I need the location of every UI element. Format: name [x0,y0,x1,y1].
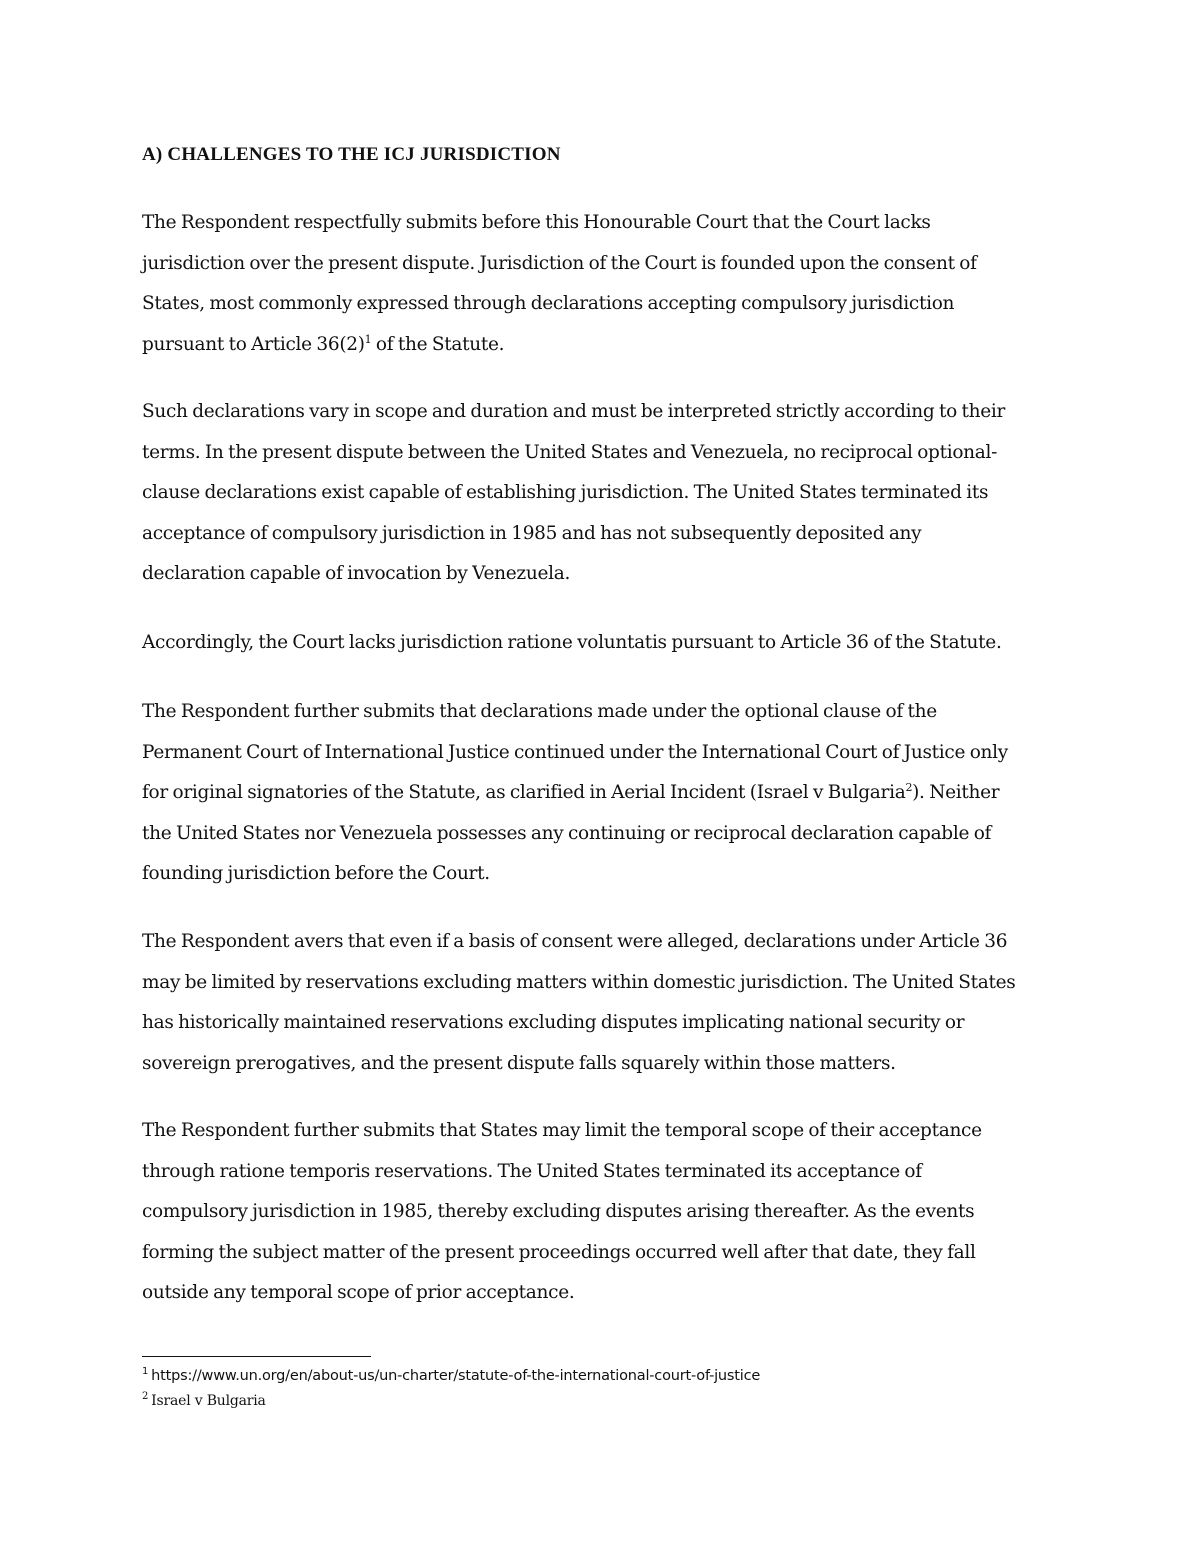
paragraph-5-line-3: has historically maintained reservations excluding disputes implicating national security or [142,1012,965,1033]
section-heading: A) CHALLENGES TO THE ICJ JURISDICTION [142,144,561,165]
statute-text: of the Statute. [371,333,505,355]
paragraph-4-line-4: the United States nor Venezuela possesses any continuing or reciprocal declaration capable of [142,822,992,844]
article-reference-text: pursuant to Article 36(2) [142,333,365,355]
paragraph-5-line-2: may be limited by reservations excluding matters within domestic jurisdiction. The United States [142,971,1016,993]
footnote-separator [142,1356,371,1357]
footnote-1 [142,1366,760,1386]
paragraph-6-line-4: forming the subject matter of the present proceedings occurred well after that date, they fall [142,1241,976,1263]
paragraph-1 [142,203,1062,365]
paragraph-5-line-1: The Respondent avers that even if a basis of consent were alleged, declarations under Article 36 [142,931,1008,952]
paragraph-6-line-1: The Respondent further submits that States may limit the temporal scope of their acceptance [142,1120,982,1141]
paragraph-1-line-2: jurisdiction over the present dispute. Jurisdiction of the Court is founded upon the consent of [142,252,977,274]
paragraph-4 [142,692,1062,895]
footnote-1-mark: 1 [142,1366,149,1378]
paragraph-2-line-3: clause declarations exist capable of establishing jurisdiction. The United States terminated its [142,482,989,503]
footnote-ref-1[interactable]: 1 [364,332,372,346]
footnote-2 [142,1391,266,1411]
paragraph-6-line-5: outside any temporal scope of prior acceptance. [142,1282,575,1303]
footnote-1-link[interactable]: https://www.un.org/en/about-us/un-charter/statute-of-the-international-court-of-justice [151,1368,761,1384]
paragraph-6 [142,1111,1062,1314]
paragraph-1-line-1: The Respondent respectfully submits before this Honourable Court that the Court lacks [142,212,931,233]
paragraph-4-line-2: Permanent Court of International Justice continued under the International Court of Justice only [142,741,1008,763]
footnote-2-text: Israel v Bulgaria [151,1393,266,1409]
paragraph-5 [142,922,1062,1084]
paragraph-2-line-5: declaration capable of invocation by Venezuela. [142,563,571,584]
paragraph-6-line-2: through ratione temporis reservations. The United States terminated its acceptance of [142,1160,922,1182]
paragraph-5-line-4: sovereign prerogatives, and the present dispute falls squarely within those matters. [142,1052,896,1074]
paragraph-2 [142,392,1062,595]
paragraph-4-line-5: founding jurisdiction before the Court. [142,863,490,884]
paragraph-3 [142,623,1062,664]
paragraph-4-line-1: The Respondent further submits that declarations made under the optional clause of the [142,701,937,722]
paragraph-3-line-1: Accordingly, the Court lacks jurisdiction ratione voluntatis pursuant to Article 36 of the Statute. [142,632,1002,653]
paragraph-2-line-4: acceptance of compulsory jurisdiction in 1985 and has not subsequently deposited any [142,522,922,544]
aerial-incident-text: for original signatories of the Statute, as clarified in Aerial Incident (Israel v Bulgaria [142,782,906,803]
paragraph-2-line-1: Such declarations vary in scope and duration and must be interpreted strictly according to their [142,401,1006,422]
footnote-ref-2[interactable]: 2 [905,780,913,794]
paragraph-6-line-3: compulsory jurisdiction in 1985, thereby excluding disputes arising thereafter. As the events [142,1201,975,1222]
paragraph-2-line-2: terms. In the present dispute between the United States and Venezuela, no reciprocal optional- [142,441,998,463]
paragraph-1-line-4 [142,325,1062,366]
neither-text: ). Neither [912,782,1000,803]
footnote-2-mark: 2 [142,1391,149,1403]
paragraph-4-line-3 [142,773,1062,814]
paragraph-1-line-3: States, most commonly expressed through declarations accepting compulsory jurisdiction [142,293,955,314]
